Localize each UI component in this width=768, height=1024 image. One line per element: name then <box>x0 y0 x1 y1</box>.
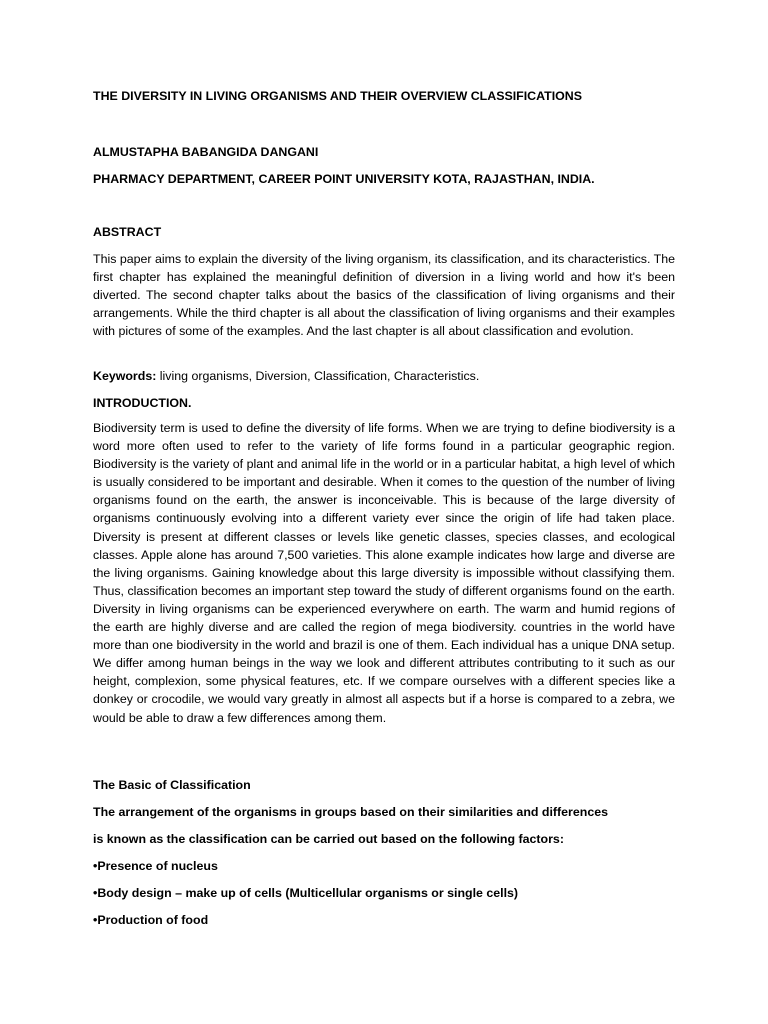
introduction-text: Biodiversity term is used to define the diversity of life forms. When we are trying to define biodiversity is a word more often used to refer to the variety of life forms found in a particular geographic region. Biodiversity is the variety of plant and animal life in the world or in a particular habitat, a high level of which is usually considered to be important and desirable. When it comes to the question of the number of living organisms found on the earth, the answer is inconceivable. This is because of the large diversity of organisms continuously evolving into a different variety ever since the origin of life had taken place. Diversity is present at different classes or levels like genetic classes, species classes, and ecological classes. Apple alone has around 7,500 varieties. This alone example indicates how large and diverse are the living organisms. Gaining knowledge about this large diversity is impossible without classifying them. Thus, classification becomes an important step toward the study of different organisms found on the earth. Diversity in living organisms can be experienced everywhere on earth. The warm and humid regions of the earth are highly diverse and are called the region of mega biodiversity. countries in the world have more than one biodiversity in the world and brazil is one of them. Each individual has a unique DNA setup. We differ among human beings in the way we look and different attributes contributing to it such as our height, complexion, some physical features, etc. If we compare ourselves with a different species like a donkey or crocodile, we would vary greatly in almost all aspects but if a horse is compared to a zebra, we would be able to draw a few differences among them. <box>93 421 675 725</box>
basics-line-1: The arrangement of the organisms in groups based on their similarities and differences <box>93 805 609 819</box>
bullet-item: •Production of food <box>93 913 209 927</box>
paper-title: THE DIVERSITY IN LIVING ORGANISMS AND THEIR OVERVIEW CLASSIFICATIONS <box>93 89 583 103</box>
bullet-item: •Presence of nucleus <box>93 859 218 873</box>
author-affiliation: PHARMACY DEPARTMENT, CAREER POINT UNIVERSITY KOTA, RAJASTHAN, INDIA. <box>93 172 595 186</box>
paper-page <box>93 0 675 1024</box>
abstract-heading: ABSTRACT <box>93 225 162 239</box>
bullet-item: •Body design – make up of cells (Multicellular organisms or single cells) <box>93 886 519 900</box>
abstract-text: This paper aims to explain the diversity of the living organism, its classification, and its characteristics. The first chapter has explained the meaningful definition of diversion in a living world and how it's been diverted. The second chapter talks about the basics of the classification of living organisms and their arrangements. While the third chapter is all about the classification of living organisms and their examples with pictures of some of the examples. And the last chapter is all about classification and evolution. <box>93 252 675 339</box>
introduction-heading: INTRODUCTION. <box>93 396 192 410</box>
author-name: ALMUSTAPHA BABANGIDA DANGANI <box>93 145 319 159</box>
basics-heading: The Basic of Classification <box>93 778 251 792</box>
basics-line-2: is known as the classification can be carried out based on the following factors: <box>93 832 564 846</box>
keywords-text: living organisms, Diversion, Classification, Characteristics. <box>156 369 480 383</box>
keywords-line <box>93 367 675 385</box>
keywords-label: Keywords: <box>93 369 157 383</box>
